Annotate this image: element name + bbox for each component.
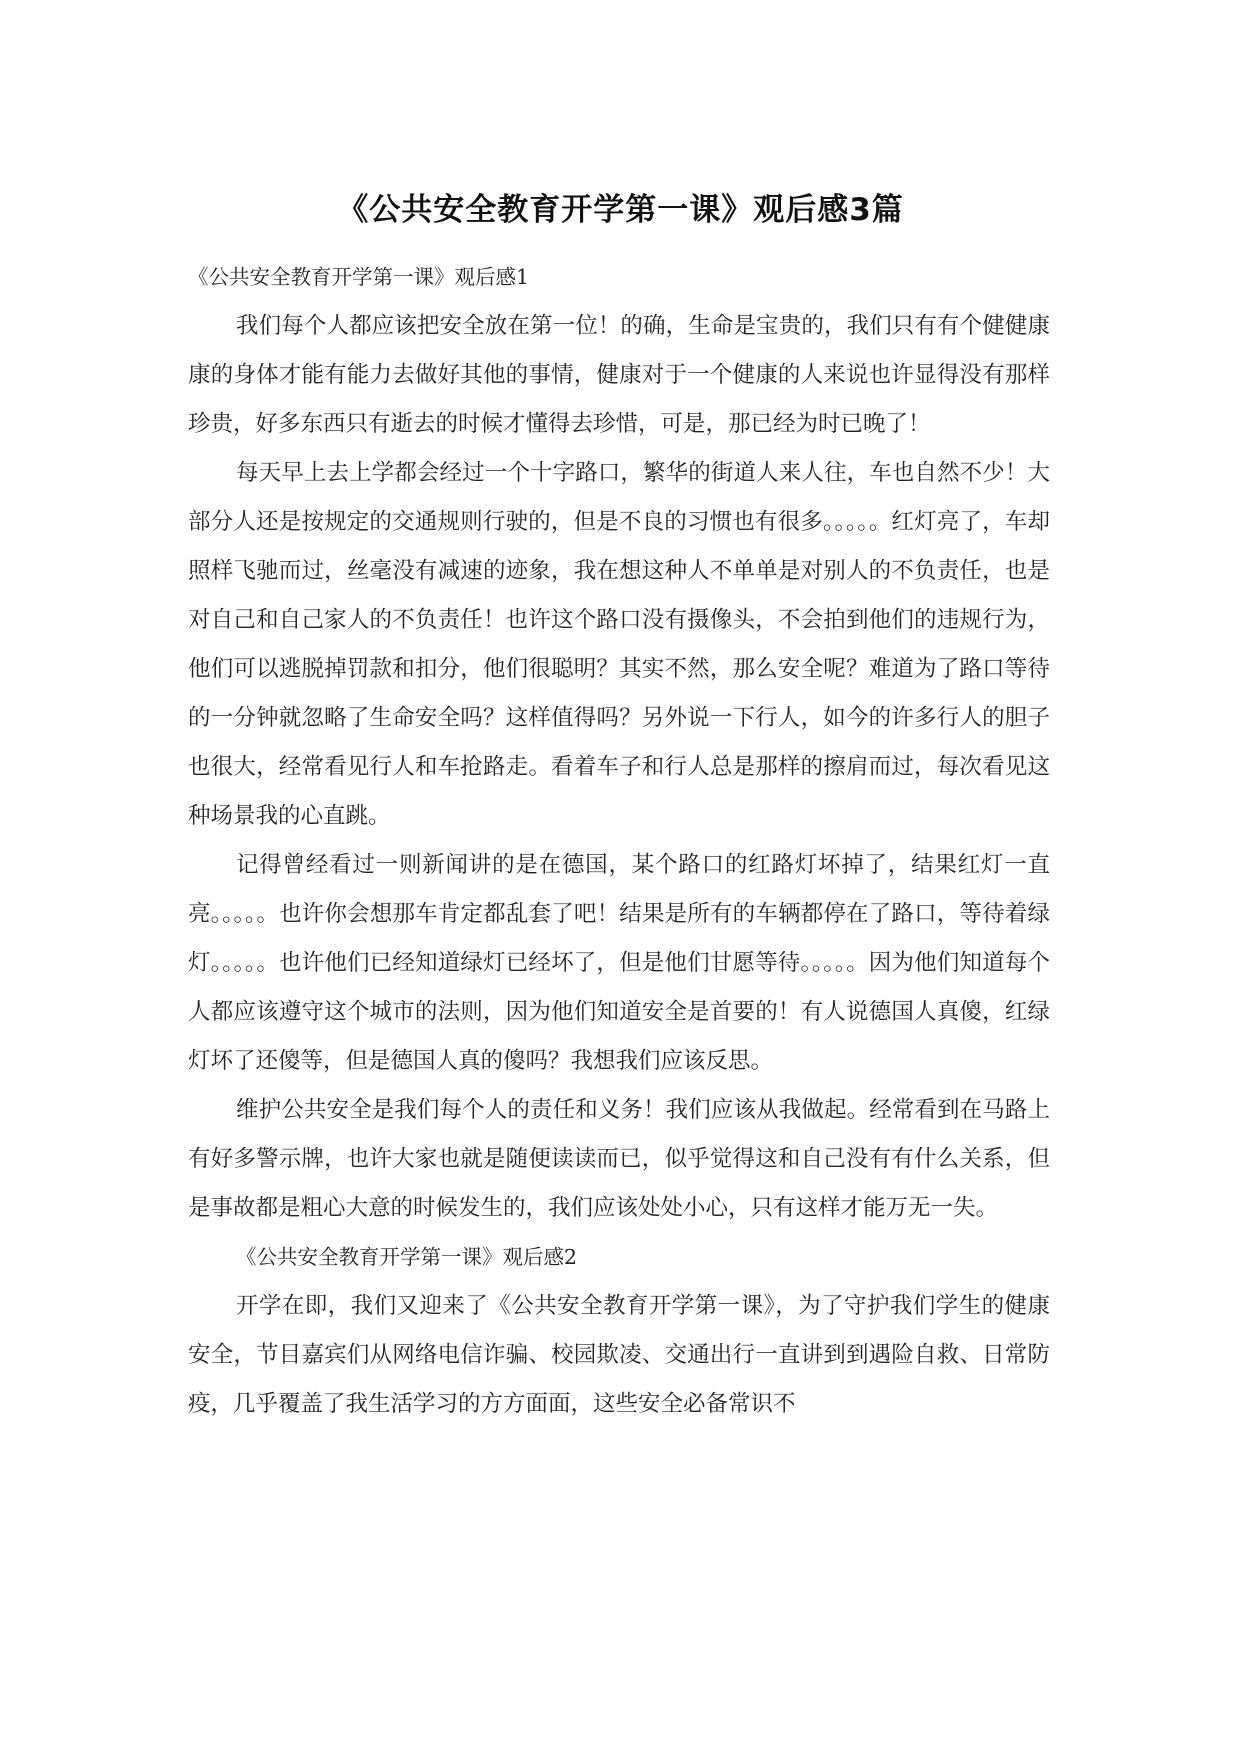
body-paragraph: 维护公共安全是我们每个人的责任和义务！我们应该从我做起。经常看到在马路上有好多警示牌，也许大家也就是随便读读而已，似乎觉得这和自己没有有什么关系，但是事故都是粗心大意的时候发生的，我们应该处处小心，只有这样才能万无一失。 [188, 1097, 1050, 1221]
body-paragraph: 每天早上去上学都会经过一个十字路口，繁华的街道人来人往，车也自然不少！大部分人还是按规定的交通规则行驶的，但是不良的习惯也有很多。。。。。红灯亮了，车却照样飞驰而过，丝毫没有减速的迹象，我在想这种人不单单是对别人的不负责任，也是对自己和自己家人的不负责任！也许这个路口没有摄像头，不会拍到他们的违规行为，他们可以逃脱掉罚款和扣分，他们很聪明？其实不然，那么安全呢？难道为了路口等待的一分钟就忽略了生命安全吗？这样值得吗？另外说一下行人，如今的许多行人的胆子也很大，经常看见行人和车抢路走。看着车子和行人总是那样的擦肩而过，每次看见这种场景我的心直跳。 [188, 460, 1050, 829]
document-body [188, 253, 1050, 1429]
body-paragraph: 我们每个人都应该把安全放在第一位！的确，生命是宝贵的，我们只有有个健健康康的身体才能有能力去做好其他的事情，健康对于一个健康的人来说也许显得没有那样珍贵，好多东西只有逝去的时候才懂得去珍惜，可是，那已经为时已晚了！ [188, 313, 1050, 437]
section-heading-2: 《公共安全教育开学第一课》观后感2 [236, 1245, 578, 1269]
body-paragraph: 开学在即，我们又迎来了《公共安全教育开学第一课》，为了守护我们学生的健康安全，节目嘉宾们从网络电信诈骗、校园欺凌、交通出行一直讲到到遇险自救、日常防疫，几乎覆盖了我生活学习的方方面面，这些安全必备常识不 [188, 1293, 1050, 1417]
document-title: 《公共安全教育开学第一课》观后感3篇 [337, 192, 904, 228]
body-paragraph: 记得曾经看过一则新闻讲的是在德国，某个路口的红路灯坏掉了，结果红灯一直亮。。。。。也许你会想那车肯定都乱套了吧！结果是所有的车辆都停在了路口，等待着绿灯。。。。。也许他们已经知道绿灯已经坏了，但是他们甘愿等待。。。。。因为他们知道每个人都应该遵守这个城市的法则，因为他们知道安全是首要的！有人说德国人真傻，红绿灯坏了还傻等，但是德国人真的傻吗？我想我们应该反思。 [188, 852, 1050, 1074]
section-heading-1: 《公共安全教育开学第一课》观后感1 [188, 265, 530, 289]
